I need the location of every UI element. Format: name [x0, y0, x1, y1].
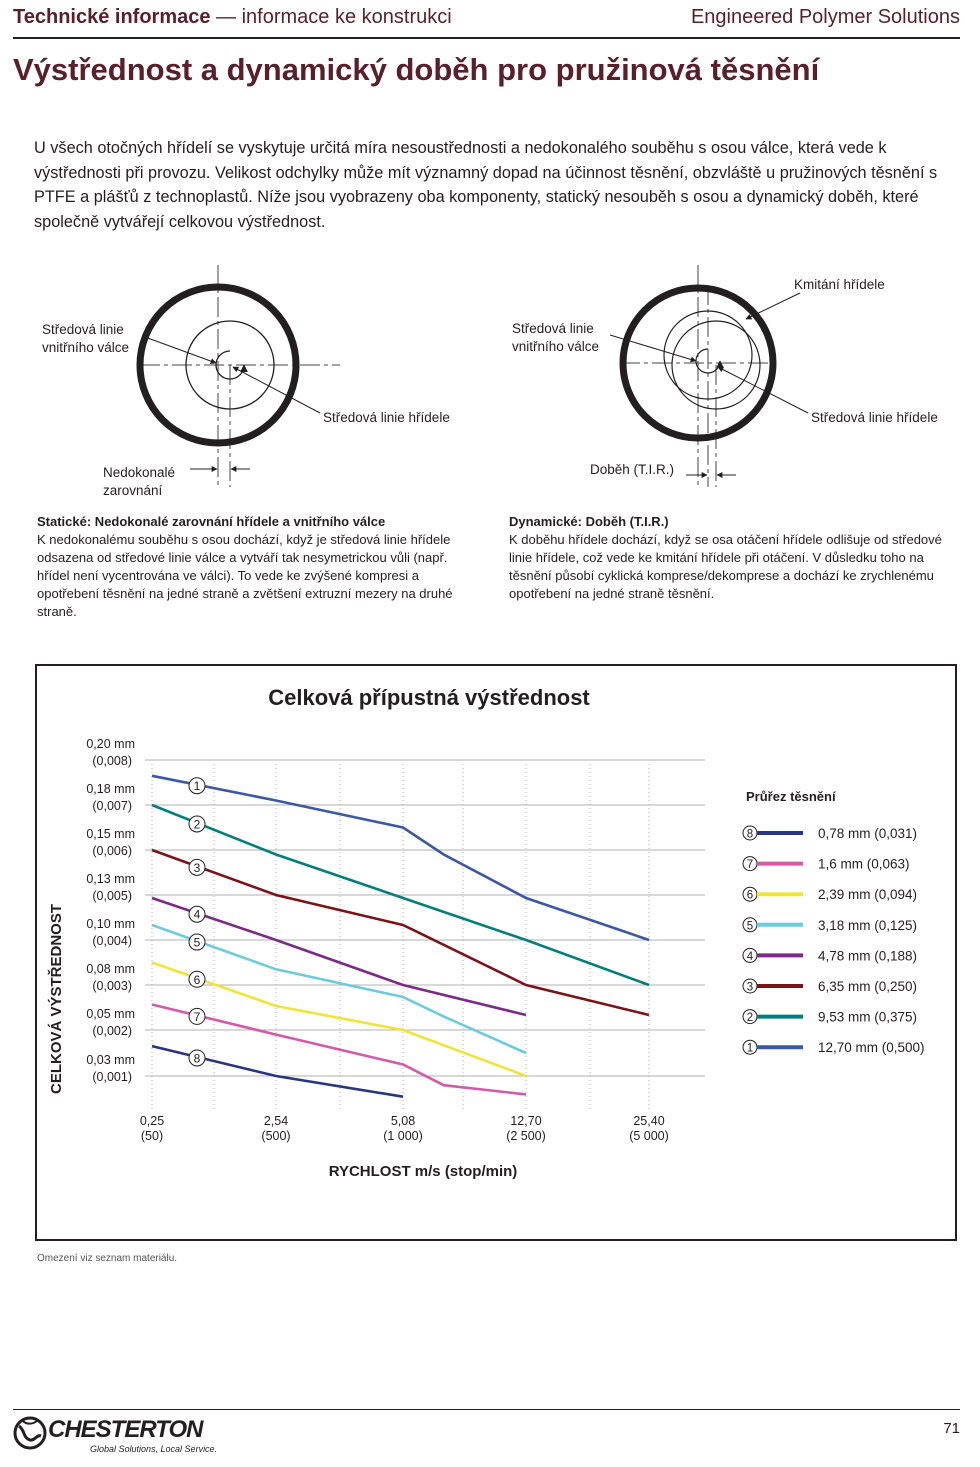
y-tick-label-sub: (0,003) — [92, 979, 132, 993]
series-marker-label: 1 — [193, 779, 201, 794]
legend-label: 9,53 mm (0,375) — [818, 1009, 918, 1025]
x-tick-label: 12,70 — [510, 1114, 542, 1128]
logo-tagline: Global Solutions, Local Service. — [90, 1444, 218, 1454]
legend-marker-label: 4 — [746, 950, 754, 963]
y-tick-label: 0,20 mm — [86, 737, 135, 751]
y-tick-label: 0,08 mm — [86, 962, 135, 976]
series-marker-label: 4 — [193, 907, 201, 922]
series-marker-label: 3 — [193, 860, 201, 875]
legend-marker-label: 1 — [746, 1042, 754, 1055]
dynamic-runout-diagram — [512, 265, 938, 487]
y-tick-label: 0,10 mm — [86, 917, 135, 931]
logo-wordmark: CHESTERTON — [48, 1416, 203, 1443]
globe-icon — [13, 1416, 47, 1450]
chart-series — [152, 776, 649, 1097]
x-tick-label-sub: (500) — [261, 1129, 291, 1143]
static-misalignment-diagram — [42, 265, 450, 495]
y-tick-label-sub: (0,008) — [92, 754, 132, 768]
legend-marker-label: 7 — [746, 859, 754, 872]
y-tick-label: 0,13 mm — [86, 872, 135, 886]
y-tick-label-sub: (0,006) — [92, 844, 132, 858]
y-tick-label: 0,05 mm — [86, 1007, 135, 1021]
legend-label: 6,35 mm (0,250) — [818, 979, 918, 994]
section-header — [13, 6, 452, 29]
misalign-label-2: zarovnání — [103, 483, 163, 495]
series-marker-label: 5 — [193, 935, 201, 950]
x-tick-label: 5,08 — [390, 1114, 416, 1128]
legend-label: 4,78 mm (0,188) — [818, 948, 918, 964]
x-axis-label: RYCHLOST m/s (stop/min) — [328, 1163, 518, 1180]
x-tick-label: 2,54 — [263, 1114, 289, 1128]
legend-marker-label: 6 — [746, 889, 754, 902]
series-line-5 — [152, 925, 526, 1053]
page-title: Výstřednost a dynamický doběh pro pružinová těsnění — [13, 52, 820, 87]
legend-marker-label: 5 — [746, 920, 754, 933]
y-tick-label-sub: (0,001) — [92, 1070, 132, 1084]
chesterton-logo — [13, 1416, 218, 1455]
header-divider — [13, 37, 960, 39]
series-line-1 — [152, 776, 649, 940]
dynamic-bore-label-1: Středová linie — [512, 321, 594, 336]
x-tick-label-sub: (2 500) — [506, 1129, 546, 1143]
static-caption-text: K nedokonalému souběhu s osou dochází, když je středová linie hřídele odsazena od středové linie válce a vytváří tak nesymetrickou vůli (např. hřídel není vycentrována ve válci). To vede ke zvýšené kompresi a opotřebení těsnění na jedné straně a zvětšení extruzní mezery na druhé straně. — [37, 532, 453, 619]
legend-marker-label: 3 — [746, 981, 754, 994]
eccentricity-diagrams — [0, 255, 980, 495]
legend-label: 2,39 mm (0,094) — [818, 887, 918, 903]
x-tick-label-sub: (1 000) — [383, 1129, 423, 1143]
legend-label: 0,78 mm (0,031) — [818, 826, 918, 841]
dynamic-caption-text: K doběhu hřídele dochází, když se osa otáčení hřídele odlišuje od středové linie hřídele, což vede ke kmitání hřídele při otáčení. V důsledku toho na těsnění působí cyklická komprese/dekomprese a dochází ke zrychlenému opotřebení na jedné straně těsnění. — [509, 532, 942, 601]
dynamic-caption-title: Dynamické: Doběh (T.I.R.) — [509, 514, 669, 529]
y-tick-label-sub: (0,005) — [92, 889, 132, 903]
x-tick-label-sub: (5 000) — [629, 1129, 669, 1143]
y-tick-label-sub: (0,007) — [92, 799, 132, 813]
y-tick-label: 0,03 mm — [86, 1053, 135, 1067]
static-shaft-label: Středová linie hřídele — [323, 410, 450, 425]
footer-divider — [13, 1409, 960, 1410]
x-tick-label: 25,40 — [633, 1114, 665, 1128]
series-marker-label: 2 — [193, 817, 201, 832]
series-line-3 — [152, 850, 649, 1015]
static-bore-label-2: vnitřního válce — [42, 340, 130, 355]
shaft-whip-label: Kmitání hřídele — [794, 277, 885, 292]
section-title: Technické informace — [13, 6, 211, 28]
tir-label: Doběh (T.I.R.) — [590, 462, 675, 477]
eccentricity-chart — [0, 664, 980, 1244]
series-marker-label: 8 — [193, 1051, 201, 1066]
section-subtitle: — informace ke konstrukci — [216, 6, 452, 28]
static-bore-label-1: Středová linie — [42, 322, 124, 337]
static-caption-title: Statické: Nedokonalé zarovnání hřídele a vnitřního válce — [37, 514, 386, 529]
series-marker-label: 7 — [193, 1009, 201, 1024]
legend-label: 3,18 mm (0,125) — [818, 917, 918, 933]
y-tick-label-sub: (0,004) — [92, 934, 132, 948]
y-tick-label-sub: (0,002) — [92, 1024, 132, 1038]
x-tick-label: 0,25 — [139, 1114, 165, 1128]
series-marker-label: 6 — [193, 972, 201, 987]
brand-name: Engineered Polymer Solutions — [690, 6, 960, 28]
y-tick-label: 0,15 mm — [86, 827, 135, 841]
static-caption — [37, 513, 477, 621]
dynamic-bore-label-2: vnitřního válce — [512, 339, 600, 354]
y-axis-label: CELKOVÁ VÝSTŘEDNOST — [48, 903, 65, 1094]
legend-marker-label: 2 — [746, 1012, 754, 1025]
page-number: 71 — [943, 1420, 960, 1437]
legend — [743, 826, 925, 1055]
y-tick-label: 0,18 mm — [86, 782, 135, 796]
series-markers — [189, 778, 205, 1066]
dynamic-shaft-label: Středová linie hřídele — [811, 410, 938, 425]
dynamic-caption — [509, 513, 964, 603]
intro-paragraph: U všech otočných hřídelí se vyskytuje určitá míra nesoustřednosti a nedokonalého souběhu s osou válce, která vede k výstřednosti při provozu. Velikost odchylky může mít významný dopad na účinnost těsnění, obzvláště u pružinových těsnění s PTFE a plášťů z technoplastů. Níže jsou vyobrazeny oba komponenty, statický nesouběh s osou a dynamický doběh, které společně vytvářejí celkovou výstřednost. — [34, 139, 938, 231]
legend-marker-label: 8 — [746, 828, 754, 841]
x-tick-label-sub: (50) — [140, 1129, 164, 1143]
legend-label: 1,6 mm (0,063) — [818, 856, 910, 872]
chart-title: Celková přípustná výstřednost — [268, 685, 590, 710]
legend-title: Průřez těsnění — [746, 789, 836, 804]
misalign-label-1: Nedokonalé — [103, 465, 176, 480]
legend-label: 12,70 mm (0,500) — [818, 1040, 925, 1056]
footnote: Omezení viz seznam materiálu. — [37, 1253, 178, 1264]
